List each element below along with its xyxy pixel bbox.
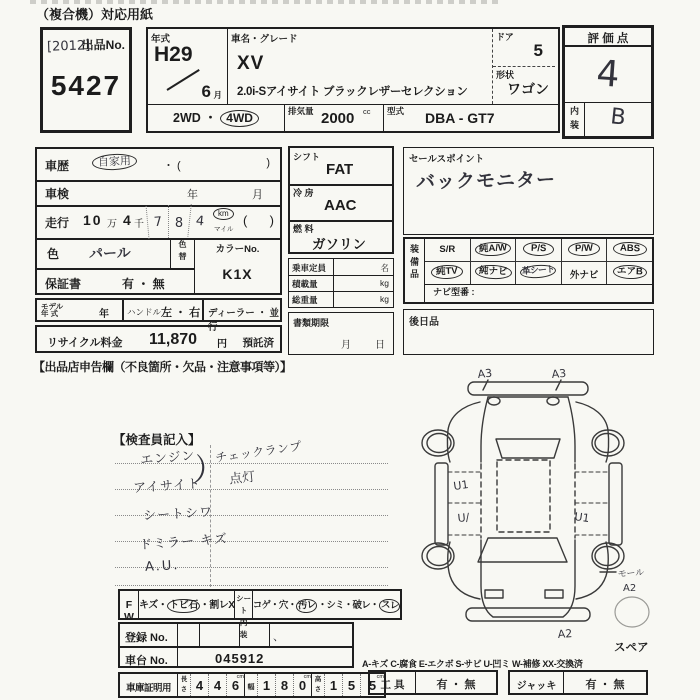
- gw-label: 総重量: [292, 295, 318, 305]
- hood-washer-left: [488, 397, 500, 405]
- gw-unit: kg: [380, 294, 389, 304]
- length-digit-1: 4: [191, 674, 209, 696]
- shift-label: シフト: [293, 152, 321, 162]
- exhibit-number: 5427: [50, 70, 122, 101]
- equip-pw: P/W: [562, 239, 608, 261]
- fw-tobi-circled: トビ石: [167, 599, 200, 614]
- rating-box: [562, 25, 654, 139]
- damage-legend: A-キズ C-腐食 E-エクボ S-サビ U-凹ミ W-補修 XX-交換済: [362, 659, 583, 669]
- shape-cell: [493, 67, 555, 104]
- drive-cell: [148, 104, 285, 131]
- note-au: A.U.: [144, 558, 180, 575]
- drive-4wd-circled: 4WD: [220, 110, 259, 127]
- history-value-circled: 自家用: [92, 153, 138, 171]
- width-digit-3: 0 cm: [294, 674, 312, 696]
- drive-2wd: 2WD: [173, 111, 201, 125]
- car-name-cell: [227, 29, 558, 105]
- interior-label-1: 内: [569, 106, 579, 116]
- mileage-paren-close: ): [269, 213, 274, 228]
- mark-rear-a2: A2: [557, 627, 573, 641]
- history-close: ): [266, 157, 270, 169]
- recycle-yen: 円: [217, 339, 227, 350]
- displacement-unit: cc: [363, 107, 371, 116]
- equipment-box: [403, 237, 654, 304]
- mark-u1-left: U1: [452, 478, 470, 493]
- door-cell: [493, 29, 555, 67]
- roof-panel: [497, 460, 550, 532]
- rocker-panel-left: [435, 463, 448, 545]
- model-code-value: DBA - GT7: [425, 110, 495, 126]
- exhibit-year-mark: [2012]: [46, 38, 91, 55]
- mileage-sen: 4: [123, 212, 131, 228]
- color-no-value: K1X: [222, 266, 253, 282]
- fw-items: キズ・ トビ石 ・割レX: [139, 596, 234, 614]
- interior-label-2: 装: [569, 119, 579, 130]
- ac-label: 冷 房: [293, 188, 314, 198]
- warranty-label: 保証書: [45, 277, 82, 291]
- equip-label-1: 装: [409, 244, 419, 254]
- sen-unit: 千: [134, 219, 144, 230]
- jack-label: ジャッキ: [510, 672, 564, 693]
- length-digit-2: 4: [209, 674, 227, 696]
- fuel-label: 燃 料: [293, 224, 314, 234]
- car-name-value: XV: [237, 53, 265, 74]
- equip-navi: 純ナビ: [471, 262, 517, 284]
- mark-a3-left: A3: [476, 366, 493, 381]
- model-row: [35, 298, 282, 333]
- model-row-year-unit: 年: [99, 309, 109, 320]
- rear-lamp-left: [485, 590, 503, 598]
- color-value: パール: [88, 245, 132, 263]
- shaken-year-unit: 年: [187, 189, 198, 201]
- equipment-grid: [425, 239, 652, 283]
- drive-sep: ・: [204, 111, 217, 125]
- equip-airbag: エアB: [607, 262, 652, 284]
- mile-unit: マイル: [214, 226, 234, 233]
- car-grade-value: 2.0i-Sアイサイト ブラックレザーセレクション: [237, 86, 468, 98]
- registration-box: [118, 622, 354, 668]
- spare-label: スペア: [614, 640, 649, 654]
- exhibit-no-box: [40, 27, 132, 133]
- interior-label-cell: [565, 103, 585, 136]
- note-check-lamp: チェックランプ: [214, 438, 303, 465]
- body-right-front: [568, 397, 575, 462]
- docs-day: 日: [375, 340, 385, 351]
- model-year-label: 年式: [151, 34, 171, 45]
- recolor-cell: [170, 238, 194, 268]
- body-left-front: [481, 397, 488, 462]
- length-digit-3: 6 cm: [227, 674, 245, 696]
- color-label: 色: [47, 247, 60, 261]
- recycle-amount: 11,870: [149, 331, 198, 348]
- mileage-digit-2: 8: [168, 205, 189, 238]
- model-year-value: H29: [154, 43, 193, 66]
- jack-box: [508, 670, 648, 695]
- registration-tick: 、: [273, 630, 284, 643]
- note-engine: エンジン: [139, 448, 197, 469]
- mark-molding-a2: A2: [623, 583, 637, 594]
- shape-value: ワゴン: [507, 81, 549, 97]
- height-digit-2: 5: [343, 674, 361, 696]
- load-label: 積載量: [292, 279, 318, 289]
- equip-leather: 革シート: [516, 262, 562, 284]
- equip-tv: 純TV: [425, 262, 471, 284]
- hood-washer-right: [547, 397, 559, 405]
- equip-abs: ABS: [607, 239, 652, 261]
- model-month-value: 6: [201, 82, 211, 101]
- rocker-panel-right: [609, 463, 622, 545]
- wheel-front-right-inner: [595, 434, 619, 453]
- sure-circled: スレ: [378, 598, 401, 614]
- fender-front-right: [576, 402, 609, 462]
- note-eyesight: アイサイト: [132, 476, 202, 497]
- door-shape-box: [492, 29, 555, 104]
- garage-row: [118, 672, 386, 698]
- equipment-vertical-label: [405, 239, 425, 302]
- jack-value: 有 ・ 無: [585, 679, 625, 691]
- note-mirror-scratch: ドミラー キズ: [138, 531, 229, 554]
- door-label: ドア: [496, 32, 514, 42]
- stain-circled: 汚レ: [296, 598, 318, 613]
- seat-label: シート 内 装: [234, 591, 252, 618]
- dealer-value: ディーラー ・ 並行: [208, 308, 280, 333]
- mileage-digit-3: 4: [187, 204, 211, 239]
- mark-molding: モール: [617, 568, 645, 580]
- recycle-status: 預託済: [242, 337, 274, 349]
- rear-window: [478, 538, 567, 562]
- weights-box: [288, 258, 394, 308]
- man-unit: 万: [107, 219, 117, 230]
- model-row-label-2: 年 式: [41, 309, 59, 318]
- color-no-label: カラーNo.: [215, 244, 260, 255]
- mileage-label: 走行: [45, 216, 70, 230]
- interior-grade: B: [609, 104, 627, 131]
- width-digit-1: 1: [258, 674, 276, 696]
- left-info-table: [35, 147, 282, 295]
- exhibit-no-label: 出品No.: [81, 38, 125, 52]
- spec-box: [288, 146, 394, 254]
- rear-bumper: [466, 608, 590, 621]
- model-code-label: 型式: [387, 106, 405, 116]
- height-digit-3: 5 cm: [368, 674, 384, 693]
- sales-point-value: バックモニター: [415, 168, 557, 194]
- history-label: 車歴: [45, 159, 70, 173]
- mileage-digit-1: 7: [146, 204, 170, 239]
- displacement-cell: [285, 104, 384, 131]
- shaken-month-unit: 月: [252, 189, 263, 201]
- rating-score: 4: [595, 53, 621, 96]
- seat-items: コゲ・穴・ 汚レ ・シミ・破レ・ スレ: [253, 597, 400, 613]
- interior-row: [565, 102, 651, 136]
- docs-label: 書類期限: [293, 318, 330, 328]
- car-name-label: 車名・グレード: [231, 34, 298, 45]
- seller-section-title: 【出品店申告欄（不良箇所・欠品・注意事項等）】: [33, 360, 292, 374]
- recycle-box: [35, 325, 282, 353]
- equip-sr: S/R: [425, 239, 471, 261]
- body-rear: [481, 540, 575, 617]
- mark-u-right: U1: [573, 510, 591, 526]
- displacement-label: 排気量: [288, 106, 314, 116]
- recolor-label-2: 替: [178, 252, 187, 261]
- shaken-label: 車検: [45, 187, 70, 201]
- equip-label-3: 品: [409, 269, 419, 280]
- nav-model-label: ナビ型番 :: [433, 287, 475, 297]
- mileage-paren-open: (: [243, 213, 248, 228]
- sales-point-box: [403, 147, 654, 235]
- door-value: 5: [533, 41, 543, 60]
- displacement-value: 2000: [321, 110, 355, 127]
- mark-u-left-2: U/: [456, 510, 471, 525]
- spare-tire-circle: [615, 597, 649, 627]
- height-label: 高 さ: [312, 674, 325, 696]
- year-slash: [166, 69, 199, 90]
- month-unit: 月: [213, 90, 222, 100]
- tools-value: 有 ・ 無: [436, 679, 476, 691]
- pax-unit: 名: [380, 263, 389, 273]
- tools-box: [368, 670, 498, 695]
- note-seat-wrinkle: シートシワ: [142, 505, 214, 524]
- handle-label: ハンドル: [127, 307, 162, 317]
- height-digit-1: 1: [325, 674, 343, 696]
- length-label: 長 さ: [178, 674, 191, 696]
- fuel-value: ガソリン: [312, 237, 366, 252]
- ac-value: AAC: [324, 197, 357, 214]
- rating-header: 評 価 点: [565, 28, 651, 47]
- mileage-digit-cells: [147, 205, 210, 238]
- equip-alloy: 純A/W: [471, 239, 517, 261]
- mark-a3-right: A3: [551, 366, 567, 381]
- chassis-label: 車台 No.: [125, 655, 168, 667]
- recycle-label: リサイクル料金: [47, 337, 123, 349]
- handle-value: 左 ・ 右: [161, 307, 201, 319]
- width-digit-2: 8: [276, 674, 294, 696]
- shift-value: FAT: [326, 161, 354, 178]
- km-unit-circled: km: [213, 208, 234, 220]
- garage-label: 車庫証明用: [120, 674, 178, 696]
- docs-box: [288, 312, 394, 355]
- recolor-label-1: 色: [178, 240, 187, 249]
- model-code-cell: [383, 104, 558, 131]
- later-items-label: 後日品: [409, 317, 439, 328]
- history-sep: ・ (: [163, 160, 181, 172]
- equip-ps: P/S: [516, 239, 562, 261]
- load-unit: kg: [380, 278, 389, 288]
- equip-ext-navi: 外ナビ: [562, 262, 608, 284]
- model-year-cell: [148, 29, 228, 105]
- registration-label: 登録 No.: [125, 632, 168, 644]
- chassis-number: 045912: [215, 651, 265, 666]
- later-items-box: [403, 309, 654, 355]
- fw-label: F W: [120, 591, 139, 618]
- model-row-label-1: モデル: [41, 302, 64, 311]
- width-label: 幅: [245, 674, 258, 696]
- note-lit: 点灯: [228, 469, 256, 488]
- mileage-man: 10: [83, 212, 103, 228]
- tools-label: 工 具: [370, 672, 416, 693]
- paper-note: （複合機）対応用紙: [36, 7, 154, 22]
- fender-rear-right: [576, 542, 608, 599]
- vehicle-table: [146, 27, 560, 133]
- windshield: [496, 439, 560, 458]
- inspector-section-title: 【検査員記入】: [113, 433, 201, 447]
- pax-label: 乗車定員: [292, 263, 327, 273]
- equip-label-2: 備: [409, 256, 419, 267]
- rear-lamp-right: [545, 590, 563, 598]
- shape-label: 形状: [496, 70, 515, 80]
- note-brace: ）: [190, 450, 228, 494]
- fender-front-left: [447, 402, 480, 462]
- warranty-value: 有 ・ 無: [122, 277, 165, 291]
- docs-month: 月: [341, 340, 351, 351]
- car-diagram: [408, 360, 658, 658]
- sales-point-label: セールスポイント: [409, 154, 485, 165]
- color-no-cell: [194, 238, 280, 293]
